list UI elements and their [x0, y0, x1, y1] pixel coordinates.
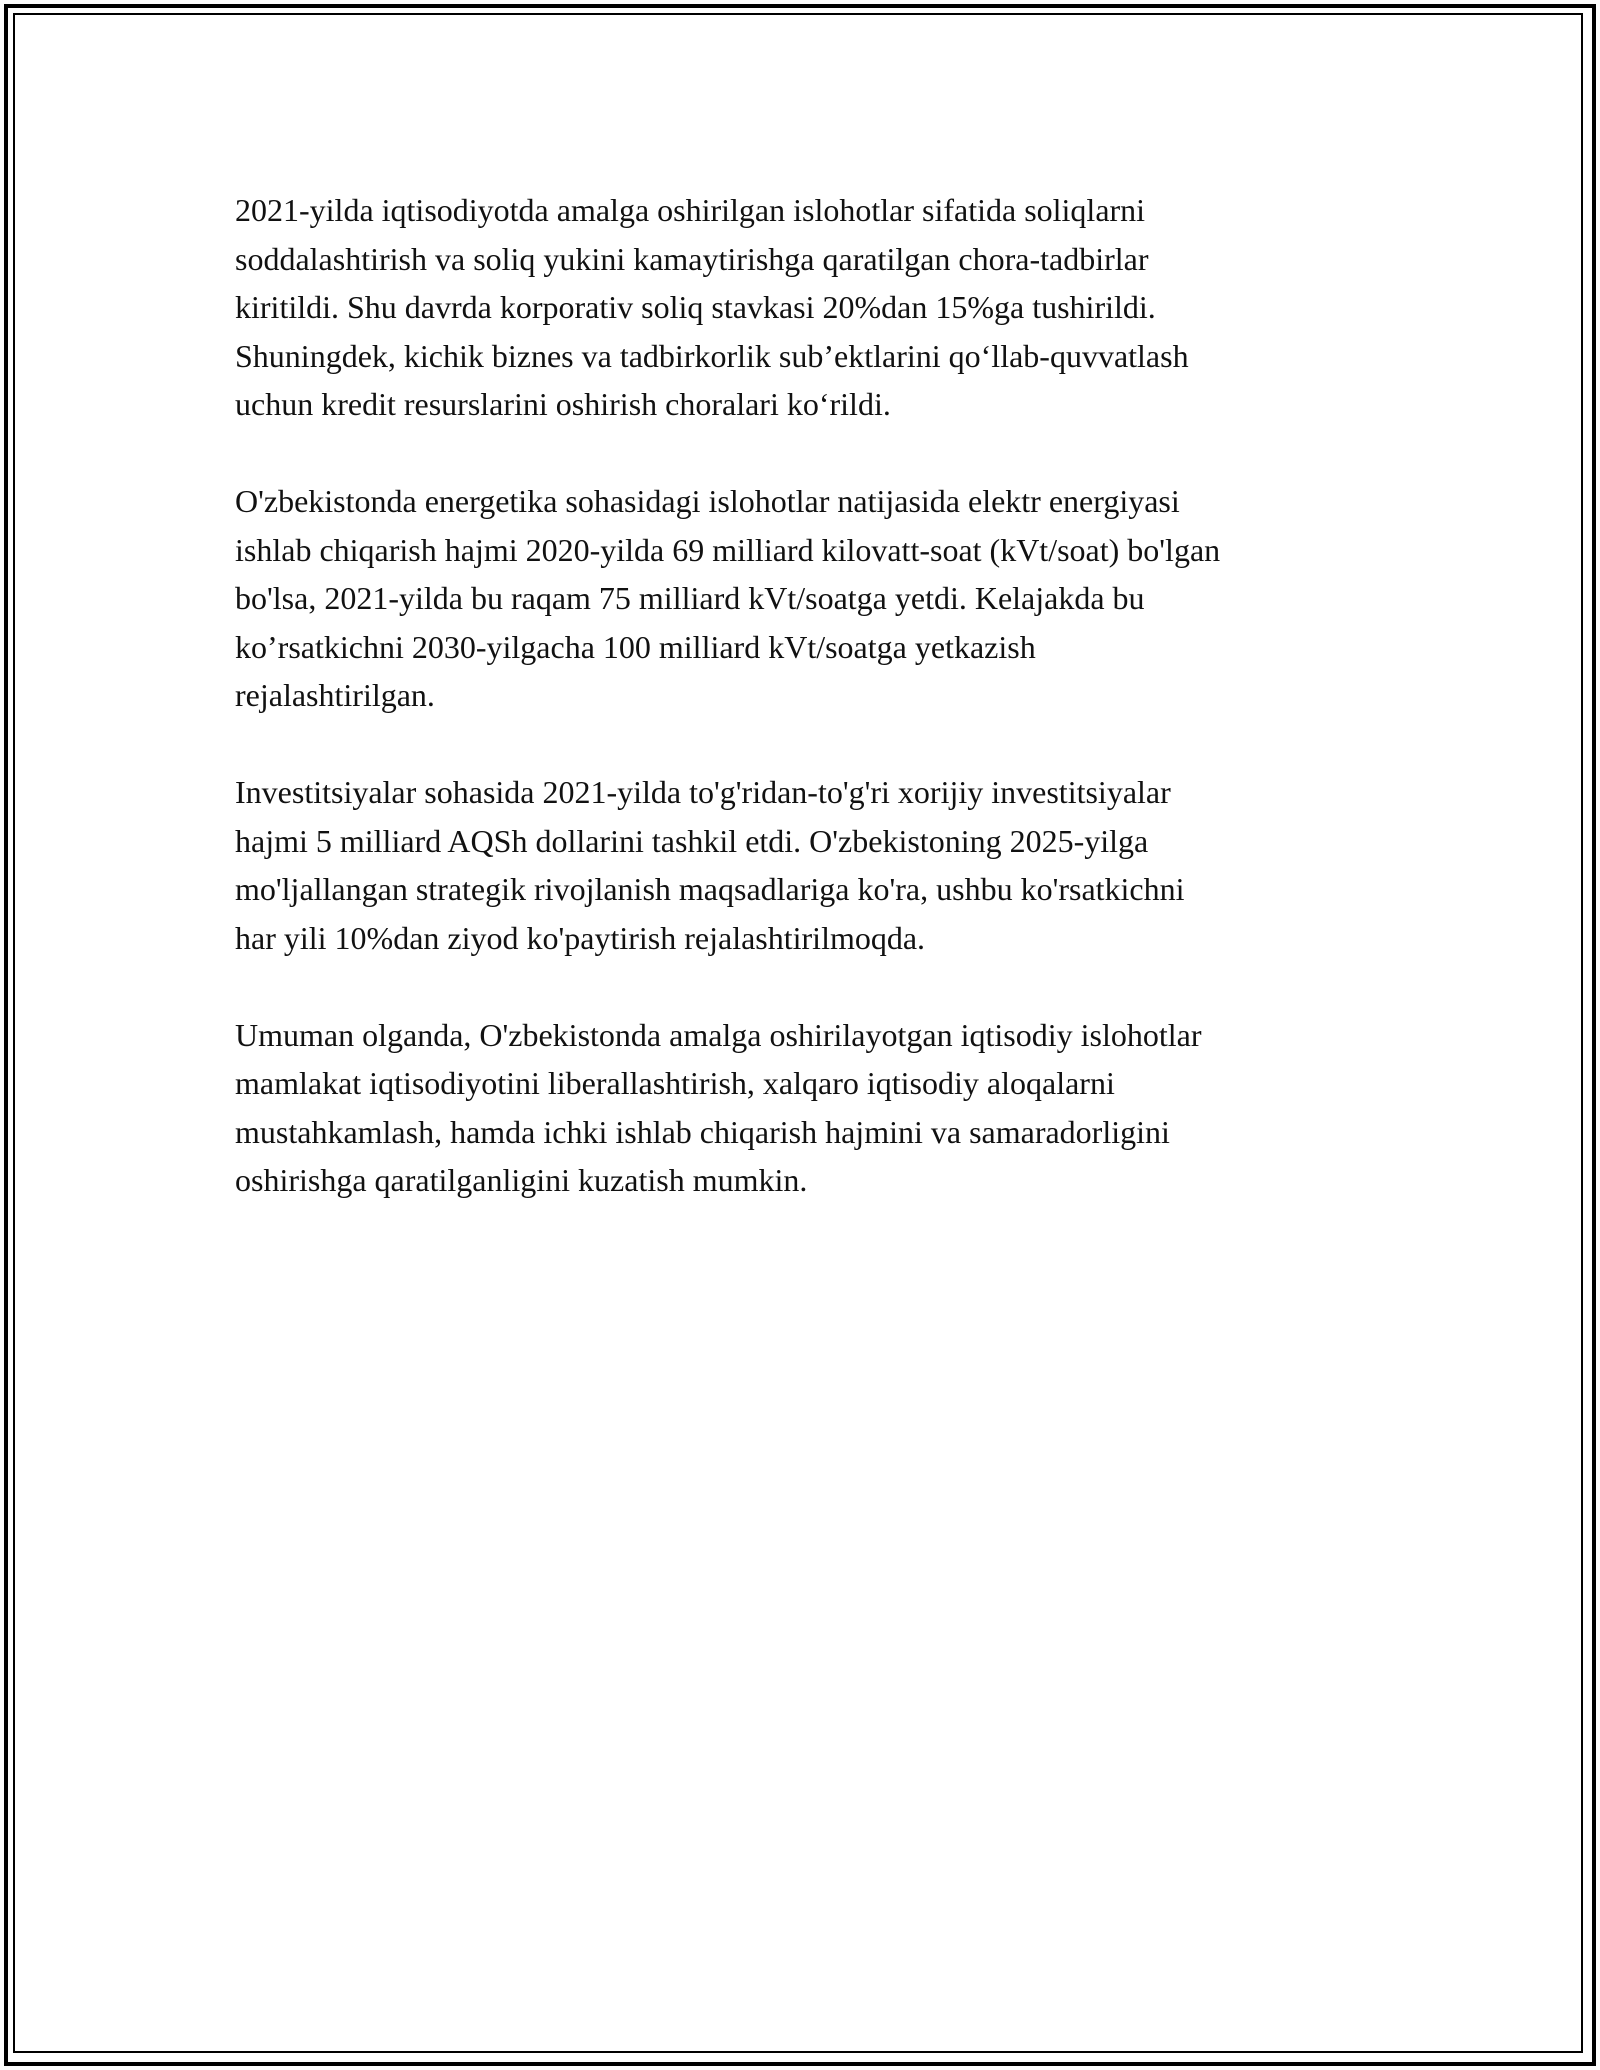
text-line: uchun kredit resurslarini oshirish choralari ko‘rildi.: [235, 386, 891, 422]
document-body: [235, 186, 1385, 1253]
text-line: soddalashtirish va soliq yukini kamaytirishga qaratilgan chora-tadbirlar: [235, 240, 1149, 277]
text-line: ishlab chiqarish hajmi 2020-yilda 69 milliard kilovatt-soat (kVt/soat) bo'lgan: [235, 531, 1221, 568]
text-line: ko’rsatkichni 2030-yilgacha 100 milliard kVt/soatga yetkazish: [235, 628, 1036, 665]
text-line: hajmi 5 milliard AQSh dollarini tashkil etdi. O'zbekistoning 2025-yilga: [235, 822, 1149, 859]
text-line: bo'lsa, 2021-yilda bu raqam 75 milliard kVt/soatga yetdi. Kelajakda bu: [235, 580, 1145, 616]
text-line: har yili 10%dan ziyod ko'paytirish rejalashtirilmoqda.: [235, 919, 926, 956]
text-line: oshirishga qaratilganligini kuzatish mumkin.: [235, 1162, 808, 1198]
text-line: Shuningdek, kichik biznes va tadbirkorlik sub’ektlarini qo‘llab-quvvatlash: [235, 337, 1189, 374]
text-line: rejalashtirilgan.: [235, 677, 435, 713]
text-line: O'zbekistonda energetika sohasidagi islohotlar natijasida elektr energiyasi: [235, 483, 1180, 519]
text-line: 2021-yilda iqtisodiyotda amalga oshirilgan islohotlar sifatida soliqlarni: [235, 192, 1146, 228]
paragraph-investments: [235, 768, 1385, 962]
text-line: kiritildi. Shu davrda korporativ soliq stavkasi 20%dan 15%ga tushirildi.: [235, 289, 1156, 325]
text-line: mamlakat iqtisodiyotini liberallashtirish, xalqaro iqtisodiy aloqalarni: [235, 1065, 1115, 1101]
paragraph-energy-reforms: [235, 477, 1385, 720]
text-line: Umuman olganda, O'zbekistonda amalga oshirilayotgan iqtisodiy islohotlar: [235, 1016, 1202, 1053]
paragraph-conclusion: [235, 1011, 1385, 1205]
paragraph-tax-reforms: [235, 186, 1385, 429]
text-line: mustahkamlash, hamda ichki ishlab chiqarish hajmini va samaradorligini: [235, 1113, 1170, 1150]
text-line: mo'ljallangan strategik rivojlanish maqsadlariga ko'ra, ushbu ko'rsatkichni: [235, 871, 1185, 907]
text-line: Investitsiyalar sohasida 2021-yilda to'g'ridan-to'g'ri xorijiy investitsiyalar: [235, 774, 1171, 810]
